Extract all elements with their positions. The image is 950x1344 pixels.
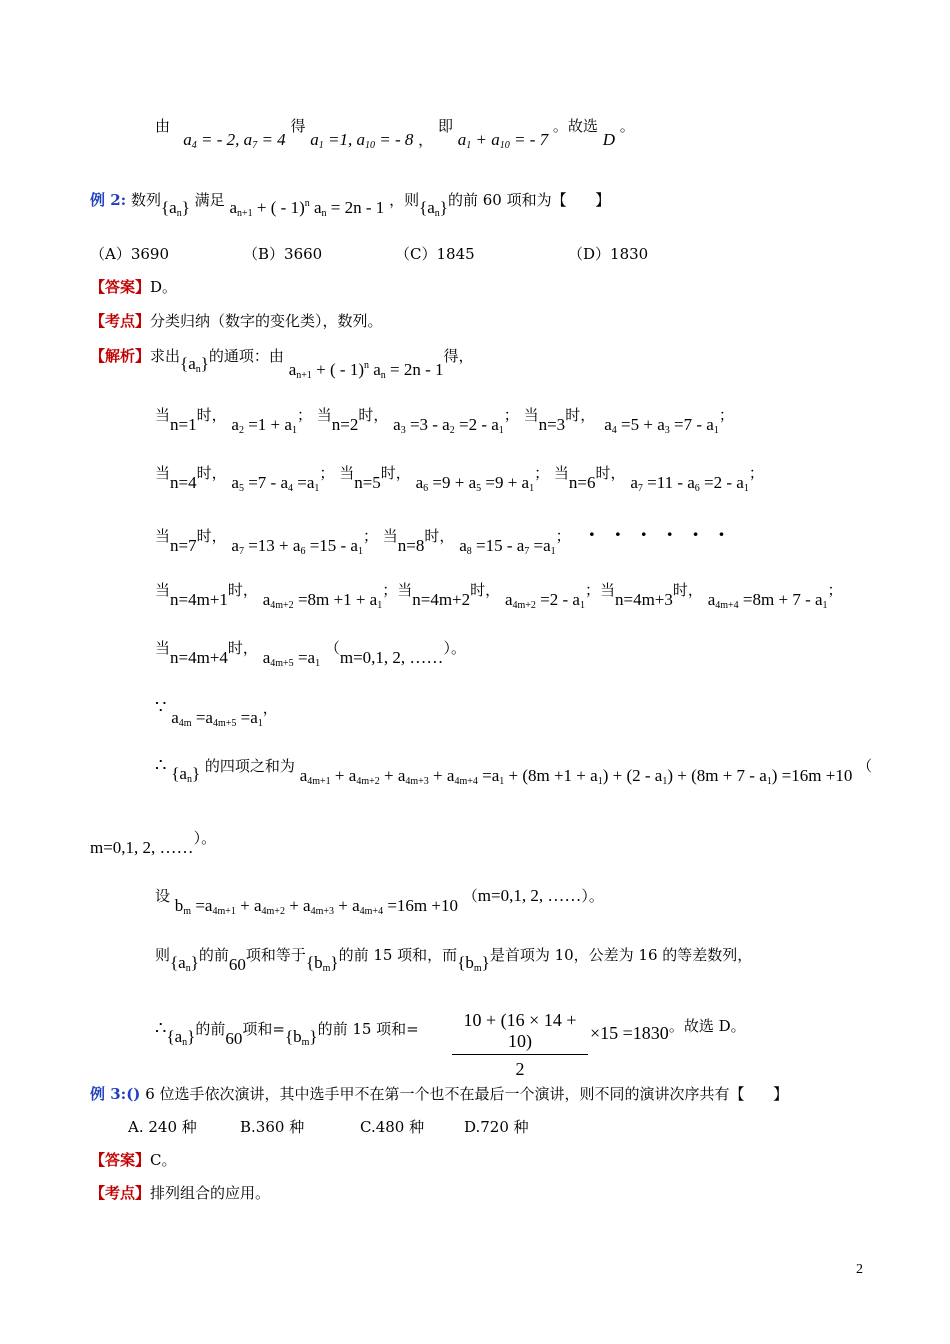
therefore-sum-line: ∴ $\{a_n\}$ 的四项之和为 $a_{4m+1} + a_{4m+2} + a_{4m+3} + a_{4m+4} =a_1 + (8m +1 + a_1) + (2 - a_1) + (8m + 7 - a_1) =16m +10$ （: [155, 755, 873, 787]
case-line-1: 当n=1时， $a_2 =1 + a_1$； 当n=2时， $a_3 =3 - a_2 =2 - a_1$； 当n=3时， $a_4 =5 + a_3 =7 - a_1$；: [155, 406, 734, 436]
define-b-line: 设 $b_m =a_{4m+1} + a_{4m+2} + a_{4m+3} + a_{4m+4} =16m +10$ （m=0,1, 2, ……）。: [155, 886, 604, 917]
choice-a: （A）3690: [90, 245, 170, 263]
ex3-point-line: 【考点】排列组合的应用。: [90, 1184, 271, 1202]
point-line: 【考点】分类归纳（数字的变化类），数列。: [90, 312, 383, 330]
analysis-line: 【解析】求出$\{a_n\}$的通项：由 $a_{n+1}$ + ( - 1)$^n$ $a_n = 2n - 1$得，: [90, 347, 474, 381]
choice-b: （B）3660: [243, 245, 323, 263]
ex3-choice-c: C.480 种: [360, 1118, 425, 1136]
fraction-denominator: 2: [515, 1059, 525, 1079]
fraction-numerator: 10 + (16 × 14 + 10): [463, 1010, 577, 1051]
ellipsis-dots: · · · · · ·: [575, 522, 732, 546]
case-line-4: 当n=4m+1时， $a_{4m+2} =8m +1 + a_1$；当n=4m+2时， $a_{4m+2} =2 - a_1$；当n=4m+3时， $a_{4m+4} =8m + 7 - a_1$；: [155, 581, 843, 611]
ex3-choice-a: A. 240 种: [128, 1118, 197, 1136]
intro-line: 由 $a_4$ = - 2, $a_7 = 4$ 得 $a_1 =1$, $a_{10}$ = - 8 ， 即 $a_1 + a_{10}$ = - 7 。故选 D 。: [155, 117, 635, 151]
math-a4: $a_4$ = - 2, $a_7 = 4$: [174, 130, 286, 151]
because-line: ∵ $a_{4m} =a_{4m+5} =a_1$，: [155, 697, 278, 729]
answer-line: 【答案】D。: [90, 278, 178, 296]
example-label: 例 2:: [90, 191, 127, 209]
case-line-2: 当n=4时， $a_5 =7 - a_4 =a_1$； 当n=5时， $a_6 =9 + a_5 =9 + a_1$； 当n=6时， $a_7 =11 - a_6 =2 - a_1$；: [155, 464, 764, 494]
case-line-5: 当n=4m+4时， $a_{4m+5} =a_1$ （m=0,1, 2, ……）。: [155, 639, 466, 669]
ex3-choice-d: D.720 种: [464, 1118, 529, 1136]
recurrence-formula: $a_{n+1}$ + ( - 1)$^n$ $a_n = 2n - 1$: [229, 198, 385, 219]
choice-d: （D）1830: [568, 245, 649, 263]
ex3-choice-b: B.360 种: [240, 1118, 305, 1136]
case-line-3: 当n=7时， $a_7 =13 + a_6 =15 - a_1$； 当n=8时， $a_8 =15 - a_7 =a_1$； · · · · · ·: [155, 522, 732, 557]
fraction-result: ×15 =1830。故选 D。: [590, 1017, 746, 1043]
fraction: [452, 1010, 588, 1080]
ex3-answer-line: 【答案】C。: [90, 1151, 177, 1169]
final-sum-line: $\therefore\{a_n\}$的前60项和$=\{b_m\}$的前 15 项和=: [155, 1018, 419, 1048]
then-line: 则$\{a_n\}$的前60项和等于$\{b_m\}$的前 15 项和，而$\{b_m\}$是首项为 10，公差为 16 的等差数列，: [155, 946, 753, 974]
math-sum: $a_1 + a_{10}$ = - 7: [457, 130, 549, 151]
math-a1: $a_1 =1$, $a_{10}$ = - 8: [310, 130, 414, 151]
example-3-question: 例 3:() 6 位选手依次演讲，其中选手甲不在第一个也不在最后一个演讲，则不同的演讲次序共有【 】: [90, 1085, 789, 1103]
range-line: m=0,1, 2, ……）。: [90, 829, 217, 857]
example-2-question: 例 2: 数列$\{a_n\}$ 满足 $a_{n+1}$ + ( - 1)$^n$ $a_n = 2n - 1$ ，则$\{a_n\}$的前 60 项和为【 】: [90, 191, 611, 219]
choice-c: （C）1845: [395, 245, 475, 263]
page-number: 2: [856, 1262, 863, 1277]
